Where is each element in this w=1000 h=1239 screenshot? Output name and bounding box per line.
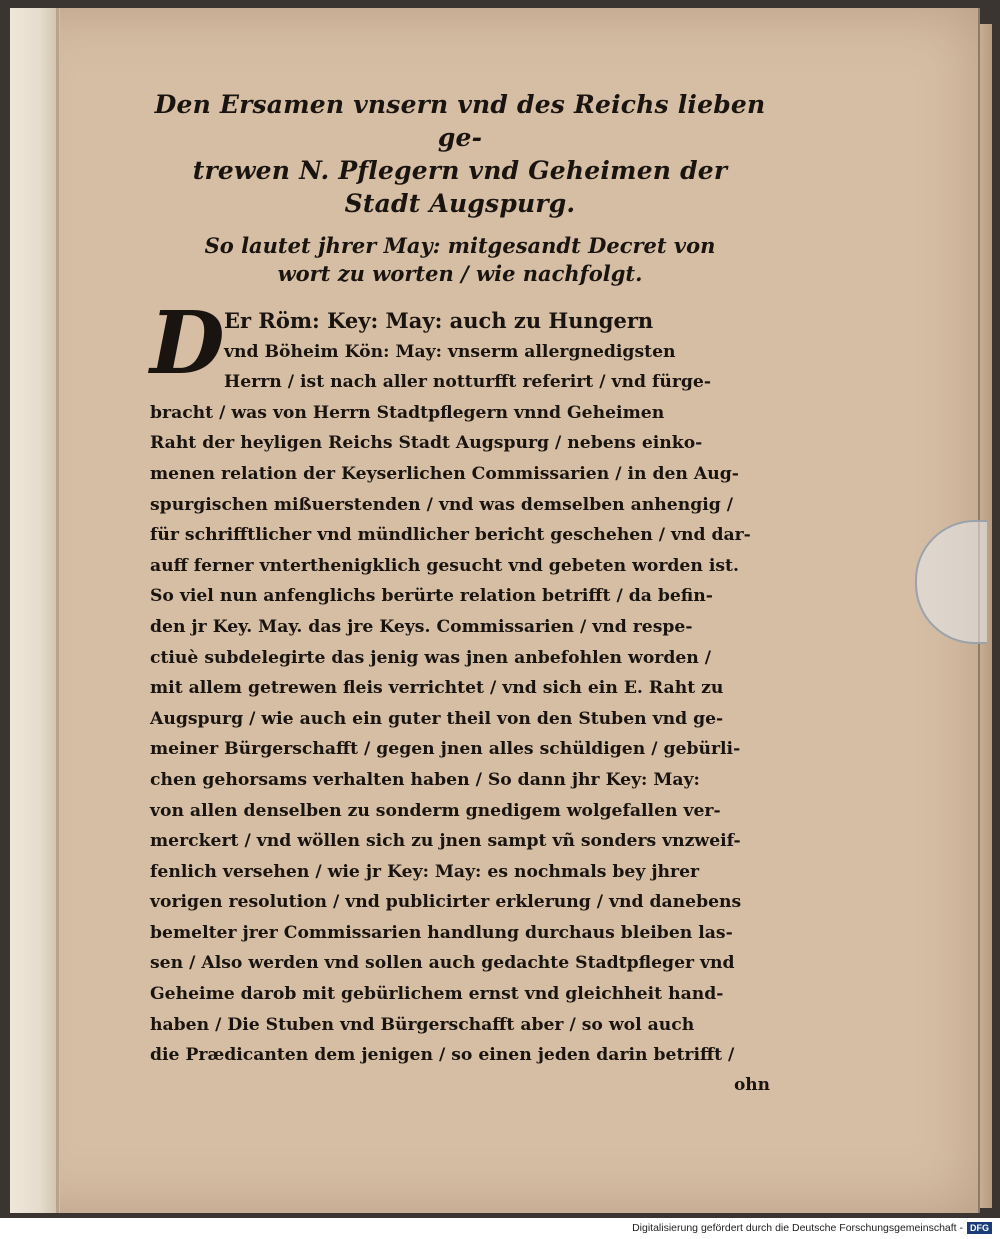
subheading-line: wort zu worten / wie nachfolgt. bbox=[277, 261, 643, 286]
body-line: So viel nun anfenglichs berürte relation betrifft / da befin- bbox=[150, 586, 713, 607]
body-line: spurgischen mißuerstenden / vnd was demselben anhengig / bbox=[150, 494, 734, 515]
body-line: sen / Also werden vnd sollen auch gedachte Stadtpfleger vnd bbox=[150, 953, 735, 974]
page-text bbox=[150, 88, 770, 1095]
body-line: meiner Bürgerschafft / gegen jnen alles schüldigen / gebürli- bbox=[150, 739, 741, 760]
catchword: ohn bbox=[733, 1074, 770, 1095]
body-line: vnd Böheim Kön: May: vnserm allergnedigsten bbox=[224, 341, 676, 362]
body-line: vorigen resolution / vnd publicirter erklerung / vnd danebens bbox=[150, 892, 742, 913]
body-line: Raht der heyligen Reichs Stadt Augspurg / nebens einko- bbox=[150, 433, 703, 454]
body-line: bemelter jrer Commissarien handlung durchaus bleiben las- bbox=[150, 922, 733, 943]
heading-line: Stadt Augspurg. bbox=[344, 189, 576, 218]
body-line: mit allem getrewen fleis verrichtet / vnd sich ein E. Raht zu bbox=[150, 678, 724, 699]
body-line: die Prædicanten dem jenigen / so einen jeden darin betrifft / bbox=[150, 1045, 735, 1066]
body-line: fenlich versehen / wie jr Key: May: es nochmals bey jhrer bbox=[150, 861, 700, 882]
body-line: Herrn / ist nach aller notturfft referirt / vnd fürge- bbox=[224, 372, 711, 393]
address-heading bbox=[150, 88, 770, 220]
body-line: ctiuè subdelegirte das jenig was jnen anbefohlen worden / bbox=[150, 647, 712, 668]
body-line: von allen denselben zu sonderm gnedigem wolgefallen ver- bbox=[150, 800, 721, 821]
body-line: Geheime darob mit gebürlichem ernst vnd gleichheit hand- bbox=[150, 984, 724, 1005]
body-line: bracht / was von Herrn Stadtpflegern vnnd Geheimen bbox=[150, 402, 665, 423]
heading-line: trewen N. Pflegern vnd Geheimen der bbox=[192, 156, 728, 185]
book-page bbox=[10, 8, 980, 1213]
decree-body bbox=[150, 293, 770, 1071]
decorated-initial: D bbox=[150, 293, 225, 394]
spine-fold bbox=[56, 8, 59, 1213]
body-line: merckert / vnd wöllen sich zu jnen sampt vñ sonders vnzweif- bbox=[150, 831, 741, 852]
digitization-credit bbox=[632, 1222, 992, 1234]
body-line: chen gehorsams verhalten haben / So dann jhr Key: May: bbox=[150, 769, 700, 790]
body-line: den jr Key. May. das jre Keys. Commissarien / vnd respe- bbox=[150, 616, 693, 637]
body-line: auff ferner vnterthenigklich gesucht vnd gebeten worden ist. bbox=[150, 555, 739, 576]
dfg-logo-icon: DFG bbox=[967, 1222, 992, 1234]
heading-line: Den Ersamen vnsern vnd des Reichs lieben ge- bbox=[154, 90, 766, 152]
body-line: menen relation der Keyserlichen Commissarien / in den Aug- bbox=[150, 463, 739, 484]
body-line: für schrifftlicher vnd mündlicher bericht geschehen / vnd dar- bbox=[150, 525, 751, 546]
decree-subheading bbox=[150, 232, 770, 288]
credit-text: Digitalisierung gefördert durch die Deutsche Forschungsgemeinschaft - bbox=[632, 1222, 963, 1234]
body-line: Augspurg / wie auch ein guter theil von den Stuben vnd ge- bbox=[150, 708, 724, 729]
book-spine bbox=[10, 8, 60, 1213]
body-line: Er Röm: Key: May: auch zu Hungern bbox=[224, 308, 654, 333]
body-line: haben / Die Stuben vnd Bürgerschafft aber / so wol auch bbox=[150, 1014, 695, 1035]
subheading-line: So lautet jhrer May: mitgesandt Decret von bbox=[204, 233, 716, 258]
